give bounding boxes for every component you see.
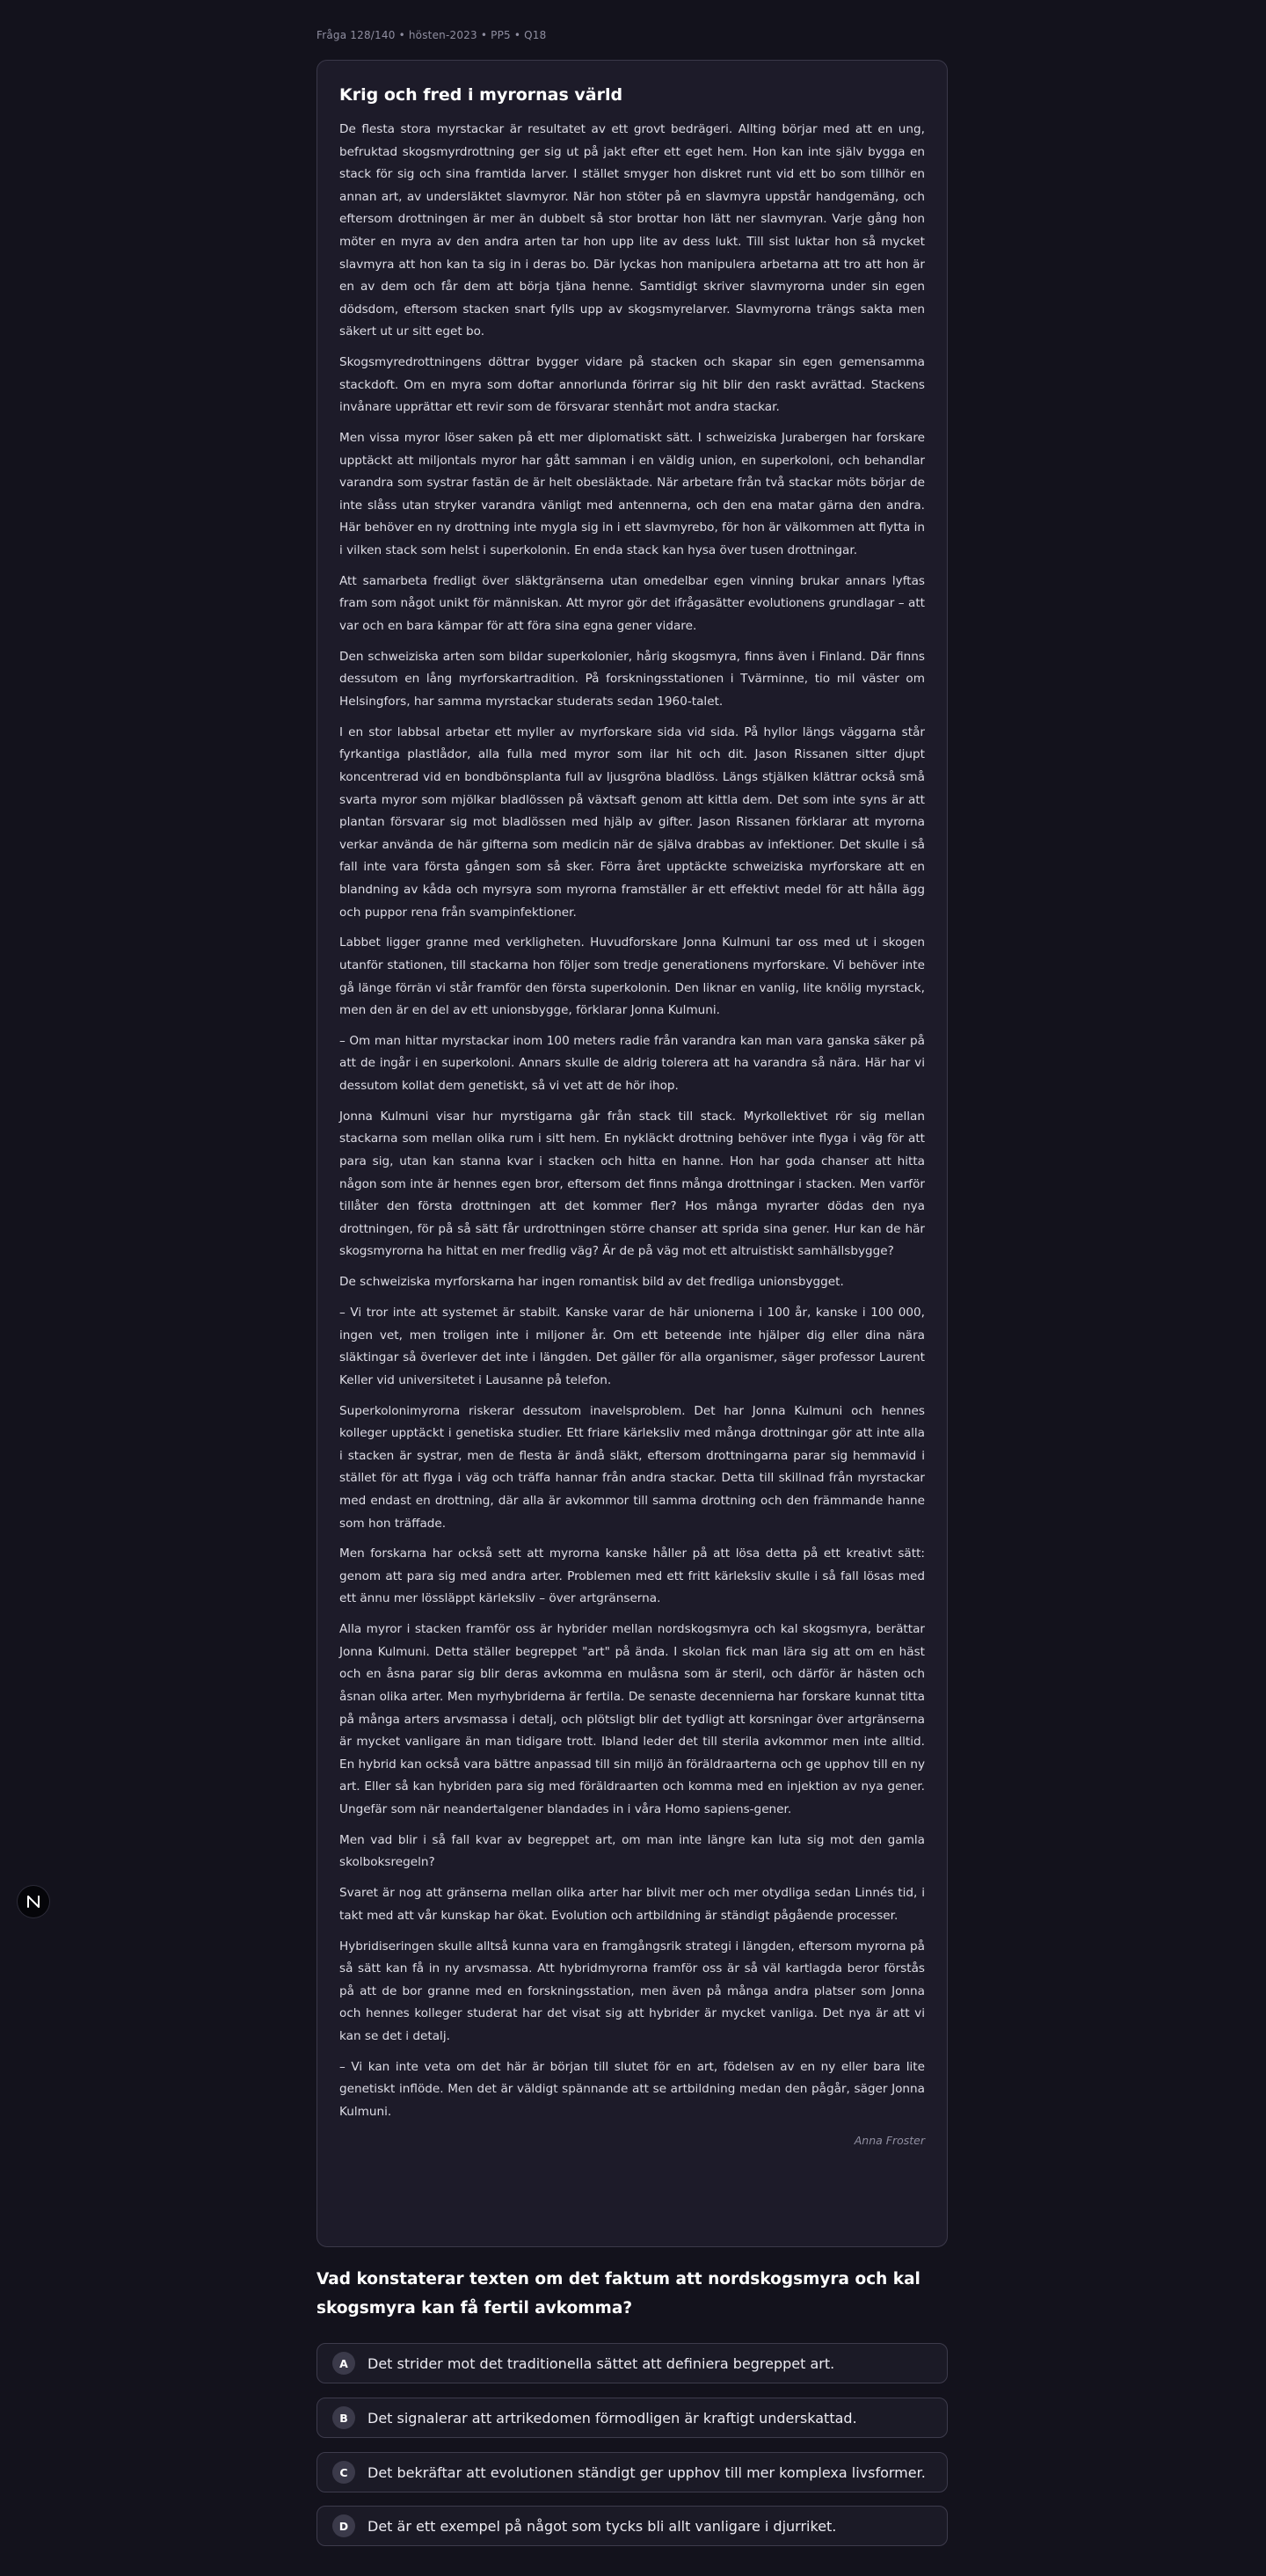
article-paragraph: Den schweiziska arten som bildar superkolonier, hårig skogsmyra, finns även i Finland. Där finns dessutom en lång myrforskartradition. På forskningsstationen i Tvärminne, tio mil väster om Helsingfors, har samma myrstackar studerats sedan 1960-talet.: [339, 649, 925, 709]
option-text: Det bekräftar att evolutionen ständigt ger upphov till mer komplexa livsformer.: [367, 2463, 926, 2481]
option-letter-badge: D: [332, 2514, 355, 2537]
article-paragraph: De flesta stora myrstackar är resultatet av ett grovt bedrägeri. Allting börjar med att en ung, befruktad skogsmyrdrottning ger sig ut på jakt efter ett eget hem. Hon kan inte själv bygga en stack för sig och sina framtida larver. I stället smyger hon diskret runt vid ett bo som tillhör en annan art, av undersläktet slavmyror. När hon stöter på en slavmyra uppstår handgemäng, och eftersom drottningen är mer än dubbelt så stor brottar hon lätt ner slavmyran. Varje gång hon möter en myra av den andra arten tar hon upp lite av dess lukt. Till sist luktar hon så mycket slavmyra att hon kan ta sig in i deras bo. Där lyckas hon manipulera arbetarna att tro att hon är en av dem och får dem att börja tjäna henne. Samtidigt skriver slavmyrorna under sin egen dödsdom, eftersom stacken snart fylls upp av skogsmyrelarver. Slavmyrorna trängs sakta men säkert ut ur sitt eget bo.: [339, 122, 925, 339]
article-paragraph: Skogsmyredrottningens döttrar bygger vidare på stacken och skapar sin egen gemensamma stackdoft. Om en myra som doftar annorlunda förirrar sig hit blir den raskt avrättad. Stackens invånare upprättar ett revir som de försvarar stenhårt mot andra stackar.: [339, 355, 925, 415]
article-paragraph: – Om man hittar myrstackar inom 100 meters radie från varandra kan man vara ganska säker på att de ingår i en superkoloni. Annars skulle de aldrig tolerera att ha varandra så nära. Här har vi dessutom kollat dem genetiskt, så vi vet att de hör ihop.: [339, 1033, 925, 1094]
article-title: Krig och fred i myrornas värld: [339, 85, 623, 105]
article-paragraph: Att samarbeta fredligt över släktgränserna utan omedelbar egen vinning brukar annars lyftas fram som något unikt för människan. Att myror gör det ifrågasätter evolutionens grundlagar – att var och en bara kämpar för att föra sina egna gener vidare.: [339, 573, 925, 634]
article-paragraph: Svaret är nog att gränserna mellan olika arter har blivit mer och mer otydliga sedan Linnés tid, i takt med att vår kunskap har ökat. Evolution och artbildning är ständigt pågående processer.: [339, 1886, 925, 1923]
article-paragraph: Hybridiseringen skulle alltså kunna vara en framgångsrik strategi i längden, eftersom myrorna på så sätt kan få in ny arvsmassa. Att hybridmyrorna framför oss är så väl kartlagda beror förstås på att de bor granne med en forskningsstation, men även på många andra platser som Jonna och hennes kolleger studerat har det visat sig att hybrider är mycket vanliga. Det nya är att vi kan se det i detalj.: [339, 1939, 925, 2043]
answer-option-b[interactable]: [316, 2398, 948, 2438]
n-logo-button[interactable]: [18, 1886, 49, 1917]
article-paragraph: I en stor labbsal arbetar ett myller av myrforskare sida vid sida. På hyllor längs väggarna står fyrkantiga plastlådor, alla fulla med myror som ilar hit och dit. Jason Rissanen sitter djupt koncentrerad vid en bondbönsplanta full av ljusgröna bladlöss. Längs stjälken klättrar också små svarta myror som mjölkar bladlössen på växtsaft genom att kittla dem. Det som inte syns är att plantan försvarar sig mot bladlössen med hjälp av gifter. Jason Rissanen förklarar att myrorna verkar använda de här gifterna som medicin när de själva drabbas av infektioner. Det skulle i så fall inte vara första gången som så sker. Förra året upptäckte schweiziska myrforskare att en blandning av kåda och myrsyra som myrorna framställer är ett effektivt medel för att hålla ägg och puppor rena från svampinfektioner.: [339, 724, 925, 920]
article-author: Anna Froster: [854, 2134, 925, 2148]
article-card: [316, 60, 948, 2247]
answer-option-c[interactable]: [316, 2452, 948, 2492]
article-paragraph: De schweiziska myrforskarna har ingen romantisk bild av det fredliga unionsbygget.: [339, 1275, 844, 1290]
answer-option-d[interactable]: [316, 2506, 948, 2546]
answer-option-a[interactable]: [316, 2343, 948, 2383]
article-paragraph: Men forskarna har också sett att myrorna kanske håller på att lösa detta på ett kreativt sätt: genom att para sig med andra arter. Problemen med ett fritt kärleksliv skulle i så fall lösas med ett ännu mer lössläppt kärleksliv – över artgränserna.: [339, 1546, 925, 1606]
option-letter-badge: B: [332, 2406, 355, 2429]
article-paragraph: Alla myror i stacken framför oss är hybrider mellan nordskogsmyra och kal skogsmyra, berättar Jonna Kulmuni. Detta ställer begreppet "art" på ända. I skolan fick man lära sig att om en häst och en åsna parar sig blir deras avkomma en mulåsna som är steril, och därför är hästen och åsnan olika arter. Men myrhybriderna är fertila. De senaste decennierna har forskare kunnat titta på många arters arvsmassa i detalj, och plötsligt blir det tydligt att korsningar över artgränserna är mycket vanligare än man tidigare trott. Ibland leder det till sterila avkommor men inte alltid. En hybrid kan också vara bättre anpassad till sin miljö än föräldraarterna och ge upphov till en ny art. Eller så kan hybriden para sig med föräldraarten och komma med en injektion av nya gener. Ungefär som när neandertalgener blandades in i våra Homo sapiens-gener.: [339, 1622, 925, 1816]
article-paragraph: – Vi kan inte veta om det här är början till slutet för en art, födelsen av en ny eller bara lite genetiskt inflöde. Men det är väldigt spännande att se artbildning medan den pågår, säger Jonna Kulmuni.: [339, 2059, 925, 2119]
article-paragraph: Superkolonimyrorna riskerar dessutom inavelsproblem. Det har Jonna Kulmuni och hennes kolleger upptäckt i genetiska studier. Ett friare kärleksliv med många drottningar gör att inte alla i stacken är systrar, men de flesta är ändå släkt, eftersom drottningarna parar sig hemmavid i stället för att flyga i väg och träffa hannar från andra stackar. Detta till skillnad från myrstackar med endast en drottning, där alla är avkommor till samma drottning och den främmande hanne som hon träffade.: [339, 1403, 925, 1531]
article-paragraph: Men vissa myror löser saken på ett mer diplomatiskt sätt. I schweiziska Jurabergen har forskare upptäckt att miljontals myror har gått samman i en väldig union, en superkoloni, och behandlar varandra som systrar fastän de är helt obesläktade. När arbetare från två stackar möts börjar de inte slåss utan stryker varandra vänligt med antennerna, och den ena matar gärna den andra. Här behöver en ny drottning inte mygla sig in i ett slavmyrebo, för hon är välkommen att flytta in i vilken stack som helst i superkolonin. En enda stack kan hysa över tusen drottningar.: [339, 431, 925, 558]
option-text: Det är ett exempel på något som tycks bli allt vanligare i djurriket.: [367, 2517, 837, 2535]
article-paragraph: Labbet ligger granne med verkligheten. Huvudforskare Jonna Kulmuni tar oss med ut i skogen utanför stationen, till stackarna hon följer som tredje generationens myrforskare. Vi behöver inte gå länge förrän vi står framför den första superkolonin. Den liknar en vanlig, lite knölig myrstack, men den är en del av ett unionsbygge, förklarar Jonna Kulmuni.: [339, 935, 925, 1018]
option-text: Det strider mot det traditionella sättet att definiera begreppet art.: [367, 2354, 835, 2372]
article-paragraph: Jonna Kulmuni visar hur myrstigarna går från stack till stack. Myrkollektivet rör sig mellan stackarna som mellan olika rum i sitt hem. En nykläckt drottning behöver inte flyga i väg för att para sig, utan kan stanna kvar i stacken och hitta en hanne. Hon har goda chanser att hitta någon som inte är hennes egen bror, eftersom det finns många drottningar i stacken. Men varför tillåter den första drottningen att det kommer fler? Hos många myrarter dödas den nya drottningen, för på så sätt får urdrottningen större chanser att sprida sina gener. Hur kan de här skogsmyrorna ha hittat en mer fredlig väg? Är de på väg mot ett altruistiskt samhällsbygge?: [339, 1109, 925, 1259]
article-paragraph: – Vi tror inte att systemet är stabilt. Kanske varar de här unionerna i 100 år, kanske i 100 000, ingen vet, men troligen inte i miljoner år. Om ett beteende inte hjälper dig eller dina nära släktingar så överlever det inte i längden. Det gäller för alla organismer, säger professor Laurent Keller vid universitetet i Lausanne på telefon.: [339, 1305, 925, 1387]
option-text: Det signalerar att artrikedomen förmodligen är kraftigt underskattad.: [367, 2409, 857, 2427]
option-letter-badge: A: [332, 2352, 355, 2375]
article-paragraph: Men vad blir i så fall kvar av begreppet art, om man inte längre kan luta sig mot den gamla skolboksregeln?: [339, 1832, 925, 1870]
n-logo-icon: [25, 1894, 41, 1910]
question-text: Vad konstaterar texten om det faktum att nordskogsmyra och kal skogsmyra kan få fertil avkomma?: [316, 2270, 920, 2318]
question-meta: Fråga 128/140 • hösten-2023 • PP5 • Q18: [316, 29, 547, 41]
option-letter-badge: C: [332, 2461, 355, 2484]
